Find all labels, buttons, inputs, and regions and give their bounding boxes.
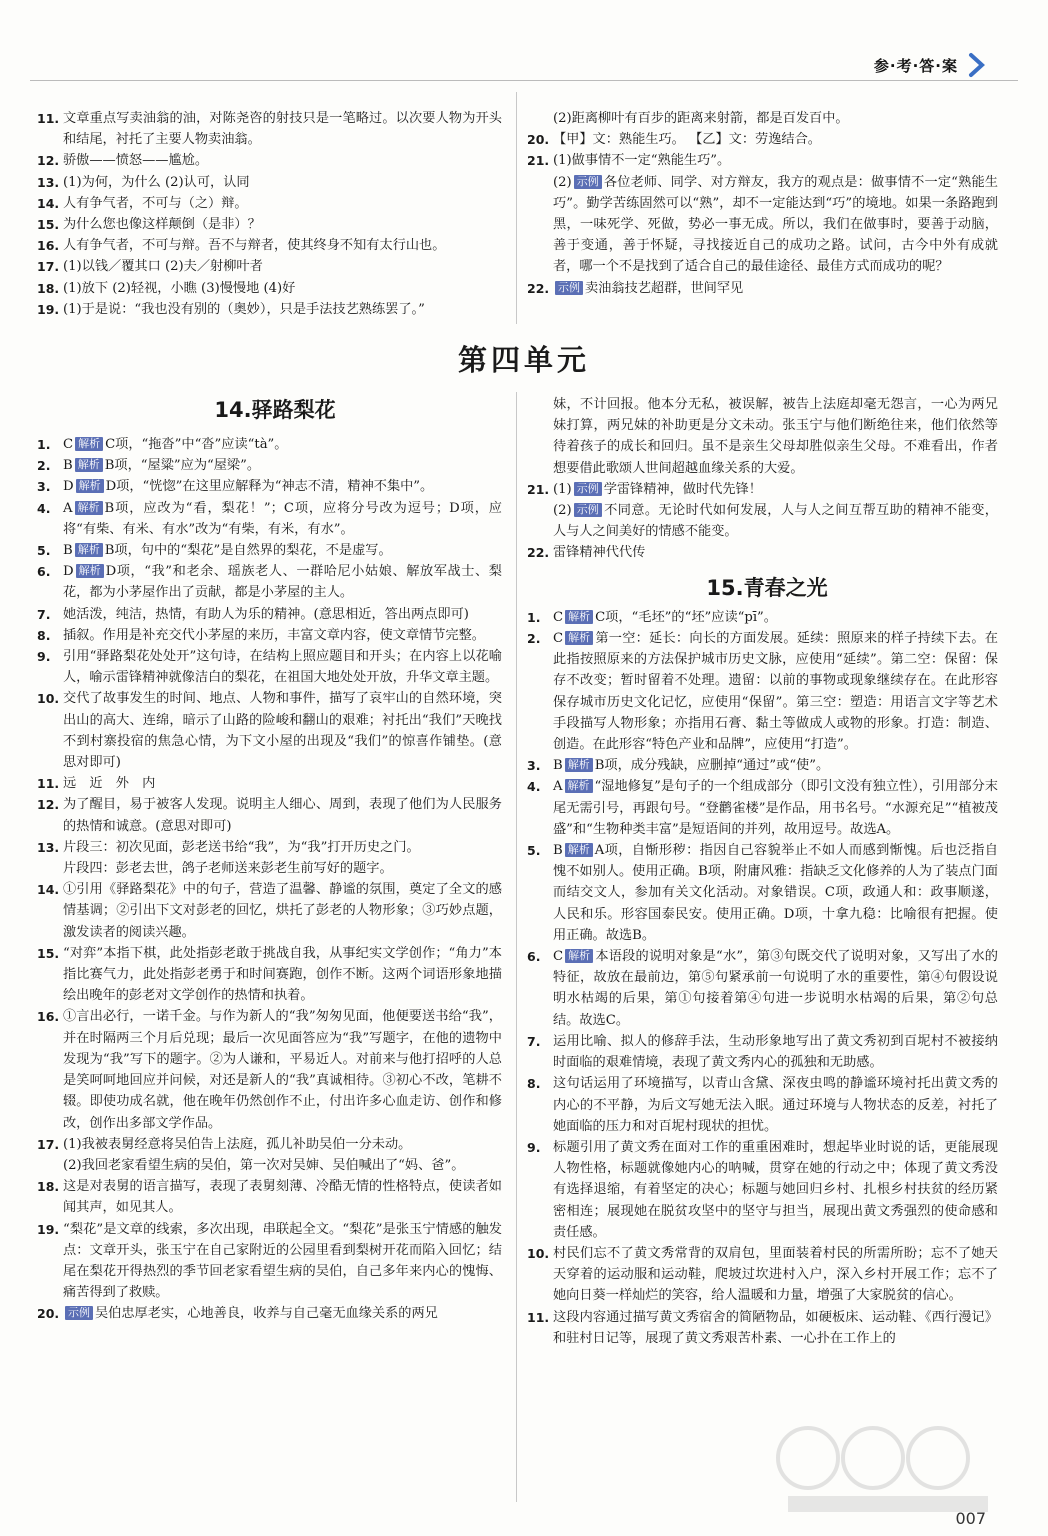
answer-tag: 示例 [65, 1306, 93, 1320]
answer-tag: 解析 [76, 564, 104, 578]
answer-tag: 解析 [565, 843, 593, 857]
answer-number: 11. [527, 1309, 550, 1325]
answer-number: 18. [37, 280, 60, 296]
answer-number: 9. [527, 1139, 541, 1155]
answer-item [37, 434, 502, 455]
answer-item [37, 879, 502, 943]
answer-text: “对弈”本指下棋，此处指彭老敢于挑战自我，从事纪实文学创作；“角力”本指比赛气力，此处指彭老勇于和时间赛跑，创作不断。这两个词语形象地描绘出晚年的彭老对文学创作的热情和执着。 [63, 945, 502, 1004]
answer-choice: C [553, 949, 564, 965]
answer-text: 【甲】文：熟能生巧。 【乙】文：劳逸结合。 [553, 132, 821, 148]
top-left-column [37, 108, 502, 320]
section-14-answers [37, 434, 502, 1325]
answer-item [527, 1137, 998, 1243]
answer-text: A项，自惭形秽：指因自己容貌举止不如人而感到惭愧。后也泛指自愧不如别人。使用正确。B项，附庸风雅：指缺乏文化修养的人为了装点门面而结交文人，参加有关文化活动。对象错误。C项，政通人和：政事顺遂，人民和乐。形容国泰民安。使用正确。D项，十拿九稳：比喻很有把握。使用正确。故选B。 [553, 843, 998, 943]
answer-text: (1) [553, 481, 572, 497]
answer-item [37, 256, 502, 277]
answer-text: 学雷锋精神，做时代先锋！ [603, 481, 762, 497]
answer-text: (1)为何，为什么 (2)认可，认同 [63, 174, 250, 190]
answer-choice: D [63, 479, 74, 495]
answer-text: D项，“我”和老余、瑶族老人、一群哈尼小姑娘、解放军战士、梨花，都为小茅屋作出了贡献，都是小茅屋的主人。 [63, 564, 502, 601]
answer-number: 16. [37, 238, 60, 254]
answer-item [37, 498, 502, 540]
answer-tag: 解析 [76, 479, 104, 493]
answer-item [37, 214, 502, 235]
answer-text: 吴伯忠厚老实，心地善良，收养与自己毫无血缘关系的两兄 [95, 1306, 438, 1322]
answer-item [527, 840, 998, 946]
answer-item [527, 129, 998, 150]
answer-text: 人有争气者，不可与辩。吾不与辩者，使其终身不知有太行山也。 [63, 238, 446, 254]
column-divider-lower [516, 392, 517, 1502]
answer-number: 5. [527, 843, 541, 859]
answer-tag: 示例 [574, 175, 602, 189]
answer-number: 7. [527, 1033, 541, 1049]
answer-number: 12. [37, 153, 60, 169]
answer-text: 为了醒目，易于被客人发现。说明主人细心、周到，表现了他们为人民服务的热情和诚意。(意思对即可) [63, 797, 502, 834]
answer-item [37, 540, 502, 561]
answer-number: 1. [527, 609, 541, 625]
answer-text: B项，句中的“梨花”是自然界的梨花，不是虚写。 [104, 543, 392, 559]
answer-number: 10. [37, 691, 60, 707]
answer-text: 文章重点写卖油翁的油，对陈尧咨的射技只是一笔略过。以次要人物为开头和结尾，衬托了主要人物卖油翁。 [63, 111, 502, 148]
chevron-right-icon [964, 52, 990, 78]
answer-text: (1)做事情不一定“熟能生巧”。 [553, 153, 731, 169]
unit-title: 第四单元 [457, 343, 590, 377]
answer-number: 20. [37, 1306, 60, 1322]
answer-text: (2) [553, 503, 572, 519]
answer-subitem [536, 172, 998, 278]
answer-item [527, 628, 998, 755]
answer-item [527, 479, 998, 500]
answer-text: 雷锋精神代代传 [553, 545, 646, 561]
answer-text: 交代了故事发生的时间、地点、人物和事件，描写了哀牢山的自然环境，突出山的高大、连绵，暗示了山路的险峻和翻山的艰难；衬托出“我们”天晚找不到村寨投宿的焦急心情，为下文小屋的出现及“我们”的惊喜作铺垫。(意思对即可) [63, 691, 502, 771]
header-rule [30, 80, 1018, 81]
answer-number: 18. [37, 1179, 60, 1195]
answer-text: 第一空：延长：向长的方面发展。延续：照原来的样子持续下去。在此指按照原来的方法保护城市历史文脉，应使用“延续”。第二空：保留：保存不改变；暂时留着不处理。遗留：以前的事物或现象继续存在。在此形容保存城市历史文化记忆，应使用“保留”。第三空：塑造：用语言文字等艺术手段描写人物形象；亦指用石膏、黏土等做成人或物的形象。打造：制造、创造。在此形容“特色产业和品牌”，应使用“打造”。 [553, 631, 998, 753]
answer-text: C项，“毛坯”的“坯”应读“pī”。 [595, 609, 777, 625]
section-15-title: 15.青春之光 [706, 575, 828, 600]
answer-number: 16. [37, 1009, 60, 1025]
answer-text: 这是对表舅的语言描写，表现了表舅刻薄、冷酷无情的性格特点，使读者如闻其声，如见其人。 [63, 1179, 502, 1216]
answer-text: 不同意。无论时代如何发展，人与人之间互帮互助的精神不能变，人与人之间美好的情感不能变。 [553, 503, 998, 540]
answer-text: 骄傲——愤怒——尴尬。 [63, 153, 209, 169]
answer-text: 运用比喻、拟人的修辞手法，生动形象地写出了黄文秀初到百坭村不被接纳时面临的艰难情境，表现了黄文秀内心的孤独和无助感。 [553, 1033, 998, 1071]
answer-number: 6. [527, 949, 541, 965]
answer-number: 9. [37, 649, 51, 665]
answer-choice: D [63, 564, 74, 580]
answer-number: 12. [37, 797, 60, 813]
answer-item [37, 604, 502, 625]
answer-tag: 解析 [75, 543, 103, 557]
answer-item [37, 1176, 502, 1218]
answer-text: “湿地修复”是句子的一个组成部分（即引文没有独立性），引用部分末尾无需引号，再跟句号。“登鹳雀楼”是作品，用书名号。“水源充足”“植被茂盛”和“生物种类丰富”是短语间的并列，故用逗号。故选A。 [553, 779, 998, 837]
answer-tag: 解析 [75, 437, 103, 451]
answer-number: 5. [37, 543, 51, 559]
answer-number: 22. [527, 280, 550, 296]
answer-item [37, 625, 502, 646]
answer-number: 13. [37, 174, 60, 190]
answer-item [527, 755, 998, 776]
answer-item [37, 688, 502, 773]
answer-tag: 解析 [565, 631, 593, 645]
answer-number: 4. [527, 779, 541, 795]
right-column [527, 394, 998, 1349]
answer-continued: 妹，不计回报。他本分无私，被误解，被告上法庭却毫无怨言，一心为两兄妹打算，两兄妹的补助更是分文未动。张玉宁与他们断绝往来，他们依然等待着孩子的成长和回归。虽不是亲生父母却胜似亲生父母。不难看出，作者想要借此歌颂人世间超越血缘关系的大爱。 [553, 397, 998, 476]
answer-text: D项，“恍惚”在这里应解释为“神志不清，精神不集中”。 [105, 479, 434, 495]
answer-number: 17. [37, 259, 60, 275]
answer-item [527, 150, 998, 171]
answer-number: 10. [527, 1245, 550, 1261]
answer-number: 20. [527, 132, 550, 148]
answer-item [527, 776, 998, 840]
answer-text: ①引用《驿路梨花》中的句子，营造了温馨、静谧的氛围，奠定了全文的感情基调；②引出下文对彭老的回忆，烘托了彭老的人物形象；③巧妙点题，激发读者的阅读兴趣。 [63, 882, 502, 940]
answer-text: 各位老师、同学、对方辩友，我方的观点是：做事情不一定“熟能生巧”。勤学苦练固然可以“熟”，却不一定能达到“巧”的境地。如果一条路跑到黑，一味死学、死做，势必一事无成。所以，我们在做事时，要善于动脑，善于变通，善于怀疑，寻找接近自己的成功之路。试问，古今中外有成就者，哪一个不是找到了适合自己的最佳途径、最佳方式而成功的呢？ [553, 174, 998, 275]
answer-text: 标题引用了黄文秀在面对工作的重重困难时，想起毕业时说的话，更能展现人物性格，标题就像她内心的呐喊，贯穿在她的行动之中；体现了黄文秀没有选择退缩，有着坚定的决心；标题与她回归乡村、扎根乡村扶贫的经历紧密相连；展现她在脱贫攻坚中的坚守与担当，展现出黄文秀强烈的使命感和责任感。 [553, 1139, 998, 1240]
answer-item [37, 773, 502, 794]
answer-number: 15. [37, 945, 60, 961]
answer-continued: (2)距离柳叶有百步的距离来射箭，都是百发百中。 [553, 111, 849, 126]
answer-number: 11. [37, 111, 60, 126]
answer-choice: A [553, 779, 563, 795]
top-right-column [527, 108, 998, 299]
answer-text: 村民们忘不了黄文秀常背的双肩包，里面装着村民的所需所盼；忘不了她天天穿着的运动服和运动鞋，爬坡过坎进村入户，深入乡村开展工作；忘不了她向日葵一样灿烂的笑容，给人温暖和力量，增强了大家脱贫的信心。 [553, 1245, 998, 1304]
answer-text: B项，“屋粱”应为“屋梁”。 [104, 458, 261, 474]
answer-number: 19. [37, 301, 60, 317]
answer-number: 22. [527, 545, 550, 561]
answer-item [37, 235, 502, 256]
answer-text: (1)以钱／覆其口 (2)夫／射柳叶者 [63, 259, 263, 275]
answer-number: 2. [527, 631, 541, 647]
answer-item [37, 561, 502, 603]
answer-text: 引用“驿路梨花处处开”这句诗，在结构上照应题目和开头；在内容上以花喻人，喻示雷锋精神就像洁白的梨花，在祖国大地处处开放，升华文章主题。 [63, 649, 502, 686]
answer-item [37, 299, 502, 320]
answer-tag: 解析 [75, 458, 103, 472]
answer-number: 17. [37, 1136, 60, 1152]
answer-text: 片段三：初次见面，彭老送书给“我”，为“我”打开历史之门。 [63, 839, 420, 855]
answer-number: 15. [37, 217, 60, 233]
answer-text: (1)我被表舅经意将吴伯告上法庭，孤儿补助吴伯一分未动。 [63, 1136, 412, 1152]
answer-item [37, 837, 502, 858]
answer-item [37, 646, 502, 688]
answer-item [527, 1031, 998, 1073]
answer-number: 1. [37, 437, 51, 452]
answer-text: ①言出必行，一诺千金。与作为新人的“我”匆匆见面，他便要送书给“我”，并在时隔两三个月后兑现；最后一次见面答应为“我”写题字，在他的遗物中发现为“我”写下的题字。②为人谦和，平易近人。对前来与他打招呼的人总是笑呵呵地回应并问候，对还是新人的“我”真诚相待。③初心不改，笔耕不辍。即使功成名就，他在晚年仍然创作不止，付出许多心血走访、创作和修改，创作出多部文学作品。 [63, 1009, 502, 1131]
answer-tag: 示例 [555, 281, 583, 295]
answer-text: 插叙。作用是补充交代小茅屋的来历，丰富文章内容，使文章情节完整。 [63, 627, 485, 643]
answer-number: 14. [37, 195, 60, 211]
answer-text: 这段内容通过描写黄文秀宿舍的简陋物品，如硬板床、运动鞋、《西行漫记》和驻村日记等，展现了黄文秀艰苦朴素、一心扑在工作上的 [553, 1309, 998, 1346]
answer-text: B项，应改为“看，梨花！”；C项，应将分号改为逗号；D项，应将“有柴、有米、有水”改为“有柴，有米，有水”。 [63, 500, 502, 537]
answer-number: 4. [37, 500, 51, 516]
answer-text: “梨花”是文章的线索，多次出现，串联起全文。“梨花”是张玉宁情感的触发点：文章开头，张玉宁在自己家附近的公园里看到梨树开花而陷入回忆；结尾在梨花开得热烈的季节回老家看望生病的吴伯，自己多年来内心的愧悔、痛苦得到了救赎。 [63, 1221, 502, 1301]
answer-item [37, 1219, 502, 1304]
answer-tag: 解析 [565, 779, 593, 793]
answer-number: 13. [37, 839, 60, 855]
answer-text: 远 近 外 内 [63, 776, 156, 792]
column-divider [516, 92, 517, 324]
answer-item [527, 946, 998, 1031]
answer-number: 8. [37, 627, 51, 643]
answer-text: 为什么您也像这样颠倒（是非）？ [63, 217, 261, 233]
answer-choice: A [63, 500, 73, 516]
answer-choice: B [63, 458, 73, 474]
answer-number: 7. [37, 606, 51, 622]
answer-number: 21. [527, 481, 550, 497]
answer-tag: 示例 [574, 503, 602, 517]
answer-item [37, 1134, 502, 1155]
answer-tag: 解析 [565, 949, 593, 963]
answer-number: 6. [37, 564, 51, 580]
answer-item [37, 794, 502, 836]
answer-text: (2) [553, 174, 572, 190]
answer-item [37, 476, 502, 497]
answer-tag: 解析 [565, 610, 593, 624]
answer-number: 2. [37, 458, 51, 474]
answer-item [37, 278, 502, 299]
answer-tag: 解析 [565, 758, 593, 772]
answer-text: C项，“拖沓”中“沓”应读“tà”。 [105, 437, 288, 452]
answer-text: 本语段的说明对象是“水”，第③句既交代了说明对象，又写出了水的特征，故放在最前边，第⑤句紧承前一句说明了水的重要性，第④句假设说明水枯竭的后果，第①句接着第④句进一步说明水枯竭的后果，第②句总结。故选C。 [553, 949, 998, 1028]
answer-item [37, 1303, 502, 1324]
answer-number: 3. [527, 758, 541, 774]
answer-item [536, 500, 998, 542]
answer-item [37, 150, 502, 171]
answer-choice: C [553, 609, 564, 625]
answer-number: 8. [527, 1076, 541, 1092]
answer-choice: B [553, 758, 563, 774]
answer-choice: B [553, 843, 563, 859]
answer-text: B项，成分残缺，应删掉“通过”或“使”。 [594, 758, 830, 774]
answer-text: (1)放下 (2)轻视，小瞧 (3)慢慢地 (4)好 [63, 280, 296, 296]
answer-number: 21. [527, 153, 550, 169]
answer-number: 14. [37, 882, 60, 898]
answer-choice: C [553, 631, 564, 647]
answer-tag: 示例 [574, 482, 602, 496]
answer-tag: 解析 [75, 501, 103, 515]
section-14-title: 14.驿路梨花 [214, 398, 336, 422]
answer-number: 11. [37, 776, 60, 792]
page-header [874, 52, 990, 78]
answer-text: 她活泼，纯洁，热情，有助人为乐的精神。(意思相近，答出两点即可) [63, 606, 469, 622]
answer-item [37, 172, 502, 193]
answer-choice: C [63, 437, 74, 452]
answer-item [37, 1006, 502, 1133]
answer-item [527, 1073, 998, 1137]
answer-item [37, 193, 502, 214]
answer-text: 人有争气者，不可与（之）辩。 [63, 195, 248, 211]
answer-number: 3. [37, 479, 51, 495]
answer-item [527, 1307, 998, 1349]
answer-subitem: 片段四：彭老去世，鸽子老师送来彭老生前写好的题字。 [63, 861, 393, 877]
answer-number: 19. [37, 1221, 60, 1237]
answer-subitem: (2)我回老家看望生病的吴伯，第一次对吴婶、吴伯喊出了“妈、爸”。 [63, 1157, 465, 1173]
answer-item [527, 607, 998, 628]
answer-item [527, 278, 998, 299]
answer-item [37, 943, 502, 1007]
answer-item [527, 542, 998, 563]
answer-text: (1)于是说：“我也没有别的（奥妙），只是手法技艺熟练罢了。” [63, 301, 425, 317]
answer-item [527, 1243, 998, 1307]
page-number: 007 [955, 1509, 986, 1528]
answer-text: 卖油翁技艺超群，世间罕见 [585, 280, 744, 296]
answer-item [37, 108, 502, 150]
watermark-logo [768, 1418, 1008, 1518]
header-label: 参·考·答·案 [873, 56, 958, 75]
answer-text: 这句话运用了环境描写，以青山含黛、深夜虫鸣的静谧环境衬托出黄文秀的内心的不平静，为后文写她无法入眠。通过环境与人物状态的反差，衬托了她面临的压力和对百坭村现状的担忧。 [553, 1076, 998, 1134]
answer-choice: B [63, 543, 73, 559]
answer-item [37, 455, 502, 476]
